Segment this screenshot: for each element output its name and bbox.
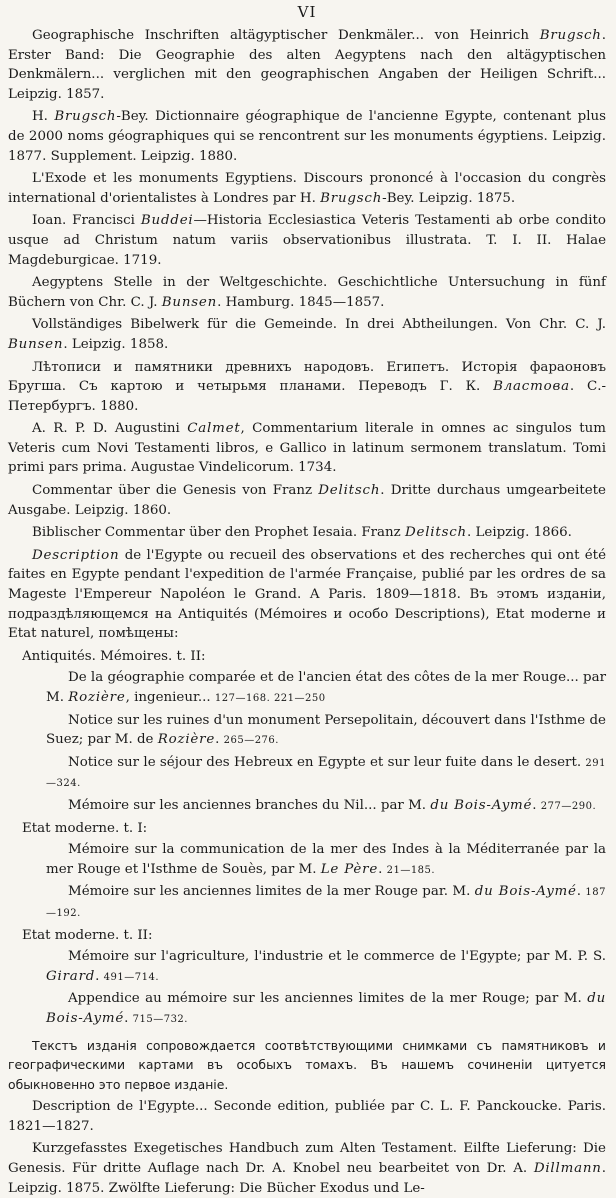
entry-pages: 491—714.	[103, 971, 160, 983]
entry-author: Delitsch	[318, 483, 381, 499]
bibliography-entry	[8, 1139, 606, 1198]
section-item	[8, 947, 606, 987]
entry-pages: 21—185.	[386, 864, 436, 876]
entry-pages: 291—324.	[46, 757, 606, 790]
entry-text: . Dritte durchaus umgearbeitete Ausgabe. Leipzig. 1860.	[8, 483, 606, 518]
entry-author: Brugsch	[320, 190, 383, 206]
entry-text: .	[532, 797, 541, 813]
entry-text: .	[124, 1010, 133, 1026]
entry-text: Лѣтописи и памятники древнихъ народовъ. Египетъ. Исторія фараоновъ Бругша. Съ картою и четырьмя планами. Переводъ Г. К.	[8, 359, 606, 395]
section-item	[8, 711, 606, 751]
entry-text: de l'Egypte ou recueil des observations et des recherches qui ont été faites en Egypte pendant l'expedition de l'armée Française, publié par les ordres de sa Mageste l'Empereur Napoléon le Grand. A Paris. 1809—1818. Въ этомъ изданіи, подраздѣляющемся на Antiquités (Mémoires и особо Descriptions), Etat moderne и Etat naturel, помѣщены:	[8, 547, 606, 642]
entry-text: .	[95, 968, 104, 984]
entry-text: H.	[32, 109, 55, 125]
entry-text: L'Exode et les monuments Egyptiens. Discours prononcé à l'occasion du congrès international d'orientalistes à Londres par H.	[8, 171, 606, 206]
entry-text: Mémoire sur les anciennes branches du Nil... par M.	[68, 797, 431, 813]
entry-text: Mémoire sur les anciennes limites de la mer Rouge par. M.	[68, 884, 475, 900]
entry-text: -Bey. Dictionnaire géographique de l'ancienne Egypte, contenant plus de 2000 noms géographiques qui se rencontrent sur les monuments égyptiens. Leipzig. 1877. Supplement. Leipzig. 1880.	[8, 109, 606, 164]
entry-text: .	[576, 884, 586, 900]
section-heading-etat-moderne-1: Etat moderne. t. I:	[22, 820, 148, 836]
edition-note: Текстъ изданія сопровождается соотвѣтствующими снимками съ памятниковъ и географическими картами въ особыхъ томахъ. Въ нашемъ сочиненіи цитуется обыкновенно это первое изданіе.	[8, 1037, 606, 1092]
entry-text: .	[378, 861, 387, 877]
entry-text: A. R. P. D. Augustini	[32, 421, 188, 437]
entry-author: Властова	[493, 379, 570, 395]
entry-text: Ioan. Francisci	[32, 213, 141, 229]
entry-author: Buddei	[140, 213, 194, 229]
section-item	[8, 796, 606, 817]
entry-author: du Bois-Aymé	[430, 797, 533, 813]
entry-author: du Bois-Aymé	[474, 884, 577, 900]
entry-pages: 715—732.	[132, 1013, 188, 1025]
page-number: VI	[297, 3, 317, 21]
entry-text: . Leipzig. 1858.	[63, 336, 169, 352]
section-item	[8, 753, 606, 794]
entry-text: —Historia Ecclesiastica Veteris Testamenti ab orbe condito usque ad Christum natum variis observationibus illustrata. T. I. II. Halae Magdeburgicae. 1719.	[8, 213, 606, 268]
entry-author: Le Père	[320, 861, 379, 877]
entry-text: . Hamburg. 1845—1857.	[217, 294, 385, 310]
entry-author: Rozière	[157, 732, 216, 748]
entry-text: -Bey. Leipzig. 1875.	[382, 190, 516, 206]
entry-author: Brugsch	[54, 109, 117, 125]
entry-pages: 265—276.	[223, 735, 279, 747]
bibliography-entries-tail	[8, 1097, 606, 1198]
entry-text: .	[215, 732, 224, 748]
bibliography-entry	[8, 107, 606, 166]
bibliography-entry	[8, 358, 606, 417]
entry-author: Delitsch	[404, 525, 467, 541]
entry-text: Kurzgefasstes Exegetisches Handbuch zum Alten Testament. Eilfte Lieferung: Die Genesis. Für dritte Auflage nach Dr. A. Knobel neu bearbeitet von Dr. A.	[8, 1141, 606, 1177]
bibliography-entry	[8, 1097, 606, 1136]
entry-text: Appendice au mémoire sur les anciennes limites de la mer Rouge; par M.	[68, 991, 588, 1007]
entry-author: Dillmann	[533, 1161, 602, 1177]
entry-text: Mémoire sur l'agriculture, l'industrie et le commerce de l'Egypte; par M. P. S.	[68, 949, 606, 965]
entry-author: Brugsch	[539, 28, 602, 43]
entry-author: Rozière	[68, 690, 126, 705]
entry-pages: 127—168. 221—250	[214, 693, 326, 704]
entry-text: Vollständiges Bibelwerk für die Gemeinde. In drei Abtheilungen. Von Chr. C. J.	[32, 317, 606, 333]
bibliography-entry	[8, 546, 606, 644]
entry-pages: 187—192.	[46, 887, 606, 919]
entry-author: du Bois-Aymé	[46, 991, 606, 1026]
entry-text: Notice sur les ruines d'un monument Persepolitain, découvert dans l'Isthme de Suez; par M. de	[46, 712, 606, 748]
section-item	[8, 668, 606, 708]
bibliography-entry	[8, 273, 606, 312]
entry-text: . Leipzig. 1875. Zwölfte Lieferung: Die Bücher Exodus und Le-	[8, 1161, 606, 1196]
section-items-etat-moderne-1	[8, 840, 606, 923]
bibliography-entry	[8, 315, 606, 354]
entry-text: Mémoire sur la communication de la mer des Indes à la Méditerranée par la mer Rouge et l'Isthme de Souès, par M.	[46, 842, 606, 877]
entry-author: Calmet	[187, 421, 241, 437]
entry-pages: 277—290.	[540, 800, 597, 812]
entry-author: Description	[32, 547, 120, 563]
entry-author: Girard	[46, 968, 96, 984]
entry-text: Biblischer Commentar über den Prophet Iesaia. Franz	[32, 525, 405, 541]
bibliography-entry	[8, 169, 606, 208]
entry-text: . Leipzig. 1866.	[466, 525, 572, 541]
entry-text: De la géographie comparée et de l'ancien état des côtes de la mer Rouge... par M.	[46, 670, 606, 705]
entry-text: Notice sur le séjour des Hebreux en Egypte et sur leur fuite dans le desert.	[68, 754, 586, 770]
entry-text: Description de l'Egypte... Seconde edition, publiée par C. L. F. Panckoucke. Paris. 1821—1827.	[8, 1099, 606, 1134]
section-heading-antiquites: Antiquités. Mémoires. t. II:	[22, 648, 206, 664]
bibliography-entries	[8, 26, 606, 644]
entry-author: Bunsen	[161, 294, 218, 310]
bibliography-entry	[8, 481, 606, 520]
bibliography-entry	[8, 211, 606, 270]
entry-text: Aegyptens Stelle in der Weltgeschichte. Geschichtliche Untersuchung in fünf Büchern von Chr. C. J.	[8, 275, 606, 310]
section-item	[8, 989, 606, 1029]
bibliography-entry	[8, 523, 606, 543]
entry-text: Geographische Inschriften altägyptischer Denkmäler... von Heinrich	[32, 28, 540, 43]
section-item	[8, 882, 606, 923]
bibliography-entry	[8, 419, 606, 478]
section-items-etat-moderne-2	[8, 947, 606, 1029]
entry-text: . С.-Петербургъ. 1880.	[8, 379, 606, 414]
entry-text: , ingenieur...	[125, 690, 215, 705]
bibliography-entry	[8, 26, 606, 104]
entry-author: Bunsen	[8, 336, 64, 352]
section-item	[8, 840, 606, 880]
section-items-antiquites	[8, 668, 606, 816]
section-heading-etat-moderne-2: Etat moderne. t. II:	[22, 927, 153, 943]
entry-text: , Commentarium literale in omnes ac singulos tum Veteris cum Novi Testamenti libros, e Gallico in latinum sermonem translatum. Tomi primi pars prima. Augustae Vindelicorum. 1734.	[8, 421, 606, 476]
entry-text: . Erster Band: Die Geographie des alten Aegyptens nach den altägyptischen Denkmälern... verglichen mit den geographischen Angaben der Heiligen Schrift... Leipzig. 1857.	[8, 28, 606, 102]
entry-text: Commentar über die Genesis von Franz	[32, 483, 319, 499]
